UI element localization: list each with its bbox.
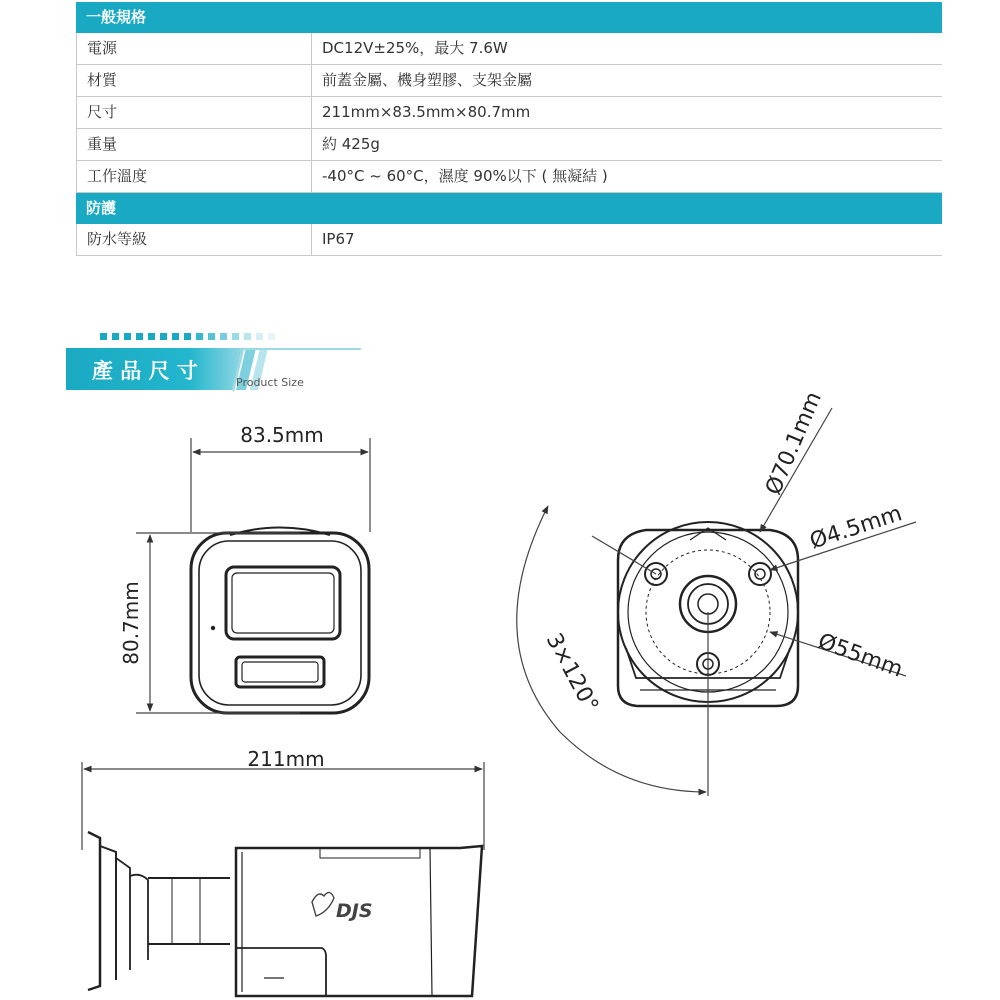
dimension-length: 211mm [247,747,325,771]
dimension-hole-circle: Ø55mm [814,629,906,683]
dimension-width: 83.5mm [240,423,324,447]
spec-label: 防水等級 [87,230,148,248]
spec-label: 工作溫度 [87,167,148,185]
brand-logo [312,892,373,922]
spec-label: 尺寸 [87,103,118,121]
dimension-hole-diameter: Ø4.5mm [806,501,906,555]
svg-text:DJS: DJS [336,900,373,922]
decorative-dots [100,333,275,340]
product-size-subtitle: Product Size [236,376,304,389]
side-dimensions [82,762,484,850]
front-view [191,528,369,714]
spec-label: 材質 [87,71,118,89]
spec-value: -40°C ~ 60°C，濕度 90%以下 ( 無凝結 ) [311,161,608,192]
product-size-banner [66,333,362,392]
spec-value: 前蓋金屬、機身塑膠、支架金屬 [311,65,532,96]
section-header-general: 一般規格 [76,2,942,33]
spec-value: DC12V±25%，最大 7.6W [311,33,508,64]
spec-value: IP67 [311,224,355,255]
spec-value: 約 425g [311,129,380,160]
product-size-title: 產 品 尺 寸 [92,359,198,383]
dimension-angle: 3×120° [540,629,603,717]
dimension-height: 80.7mm [119,581,143,665]
front-dimensions [136,438,370,713]
base-dimensions [517,408,916,796]
spec-label: 重量 [87,135,118,153]
side-view [88,832,482,996]
dimension-base-diameter: Ø70.1mm [761,388,827,499]
section-header-protection: 防護 [76,193,942,224]
spec-value: 211mm×83.5mm×80.7mm [311,97,530,128]
spec-label: 電源 [87,39,118,57]
